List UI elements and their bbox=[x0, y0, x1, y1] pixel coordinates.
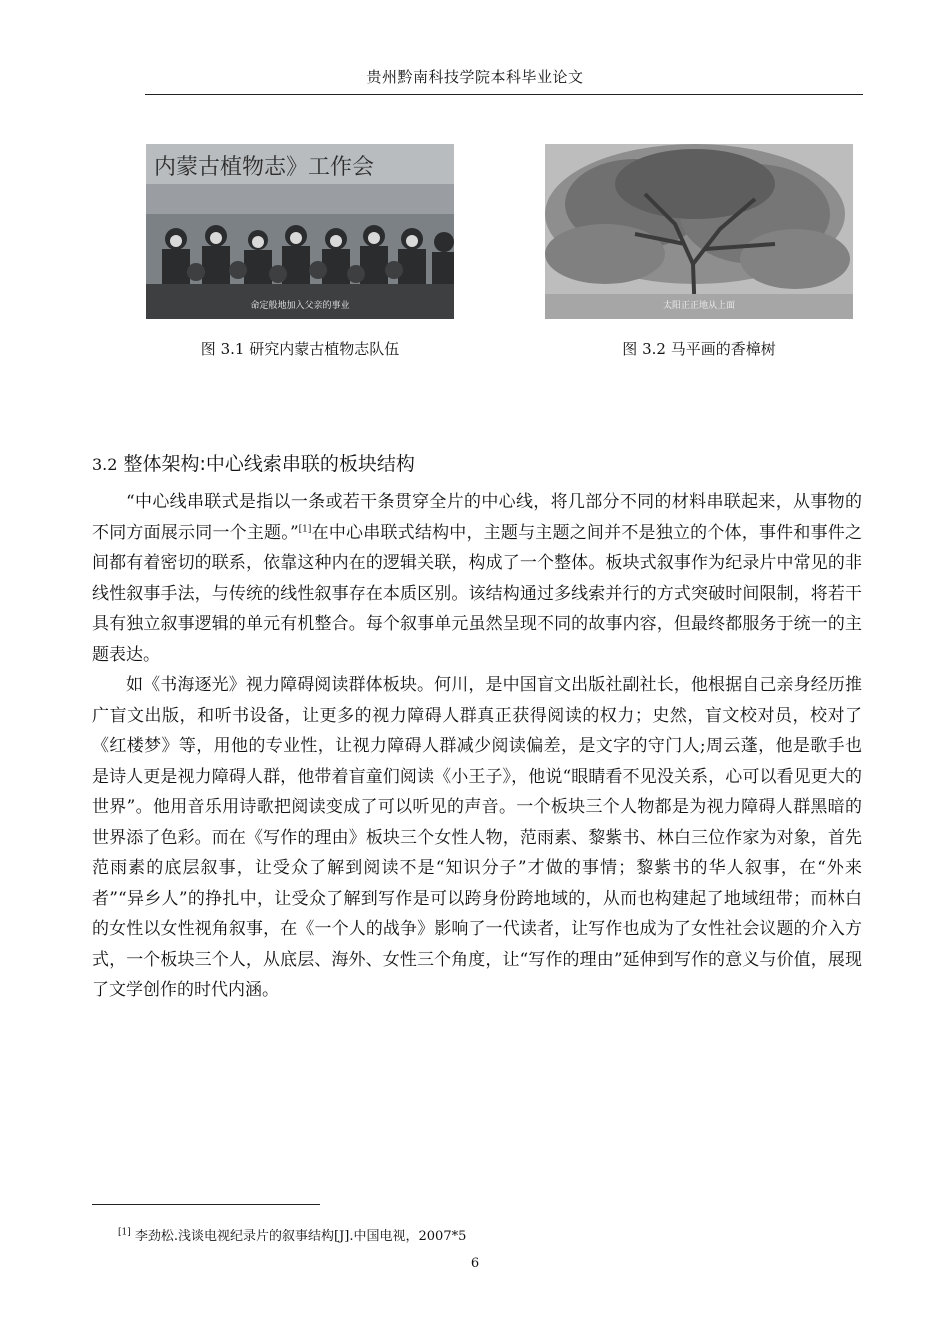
page-number: 6 bbox=[470, 1256, 480, 1271]
section-number: 3.2 bbox=[92, 455, 118, 474]
figure-3-1-photo bbox=[146, 144, 454, 319]
figure-3-2-caption: 图 3.2 马平画的香樟树 bbox=[622, 340, 776, 358]
group-photo-illustration bbox=[146, 144, 454, 319]
photo-subtitle: 太阳正正地从上面 bbox=[662, 301, 735, 311]
paragraph bbox=[92, 487, 862, 670]
camphor-tree-illustration bbox=[545, 144, 853, 319]
figure-3-1-caption: 图 3.1 研究内蒙古植物志队伍 bbox=[200, 340, 400, 358]
footnote-text: 李劲松.浅谈电视纪录片的叙事结构[J].中国电视，2007*5 bbox=[134, 1229, 467, 1244]
paragraph: 如《书海逐光》视力障碍阅读群体板块。何川，是中国盲文出版社副社长，他根据自己亲身经历推广盲文出版，和听书设备，让更多的视力障碍人群真正获得阅读的权力；史然，盲文校对员，校对了《红楼梦》等，用他的专业性，让视力障碍人群减少阅读偏差，是文字的守门人;周云蓬，他是歌手也是诗人更是视力障碍人群，他带着盲童们阅读《小王子》，他说“眼睛看不见没关系，心可以看见更大的世界”。他用音乐用诗歌把阅读变成了可以听见的声音。一个板块三个人物都是为视力障碍人群黑暗的世界添了色彩。而在《写作的理由》板块三个女性人物，范雨素、黎紫书、林白三位作家为对象，首先范雨素的底层叙事，让受众了解到阅读不是“知识分子”才做的事情；黎紫书的华人叙事，在“外来者”“异乡人”的挣扎中，让受众了解到写作是可以跨身份跨地域的，从而也构建起了地域纽带；而林白的女性以女性视角叙事，在《一个人的战争》影响了一代读者，让写作也成为了女性社会议题的介入方式，一个板块三个人，从底层、海外、女性三个角度，让“写作的理由”延伸到写作的意义与价值，展现了文学创作的时代内涵。 bbox=[92, 675, 862, 1000]
section-heading bbox=[92, 449, 415, 476]
running-header: 贵州黔南科技学院本科毕业论文 bbox=[366, 68, 584, 86]
paragraph-text: 在中心串联式结构中，主题与主题之间并不是独立的个体，事件和事件之间都有着密切的联系，依靠这种内在的逻辑关联，构成了一个整体。板块式叙事作为纪录片中常见的非线性叙事手法，与传统的线性叙事存在本质区别。该结构通过多线索并行的方式突破时间限制，将若干具有独立叙事逻辑的单元有机整合。每个叙事单元虽然呈现不同的故事内容，但最终都服务于统一的主题表达。 bbox=[92, 522, 863, 665]
figure-3-2-photo bbox=[545, 144, 853, 319]
paragraph-text: “中心线串联式是指以一条或若干条贯穿全片的中心线，将几部分不同的材料串联起来，从事物的不同方面展示同一个主题。” bbox=[92, 492, 862, 543]
footnote bbox=[118, 1225, 466, 1244]
photo-subtitle: 命定般地加入父亲的事业 bbox=[250, 301, 350, 311]
footnote-rule bbox=[92, 1204, 320, 1205]
body-text bbox=[92, 487, 862, 1006]
banner-text: 内蒙古植物志》工作会 bbox=[154, 155, 375, 180]
footnote-reference[interactable]: [1] bbox=[298, 523, 312, 534]
footnote-mark: [1] bbox=[118, 1227, 131, 1238]
header-rule bbox=[145, 94, 863, 95]
section-title: 整体架构:中心线索串联的板块结构 bbox=[123, 453, 415, 475]
